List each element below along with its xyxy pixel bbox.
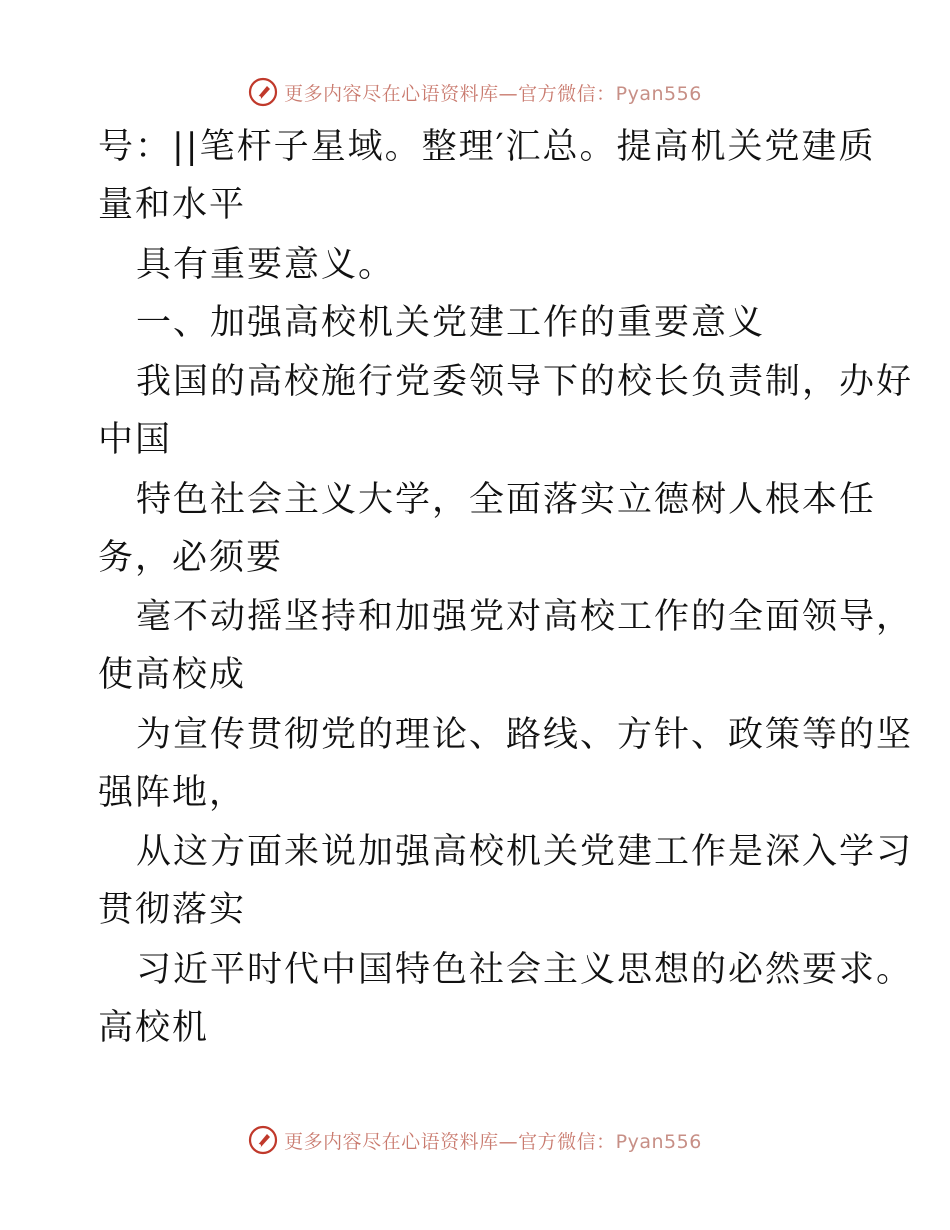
body-line: 从这方面来说加强高校机关党建工作是深入学习	[136, 832, 914, 872]
header-banner	[0, 72, 950, 112]
body-line: 务，必须要	[98, 538, 284, 578]
body-line: 毫不动摇坚持和加强党对高校工作的全面领导，	[136, 597, 914, 637]
body-line: 高校机	[98, 1008, 210, 1048]
footer-banner-text: 更多内容尽在心语资料库—官方微信：Pyan556	[284, 1130, 702, 1153]
pen-nib-logo-icon	[248, 1125, 278, 1155]
body-line: 强阵地，	[98, 773, 247, 813]
header-banner-text: 更多内容尽在心语资料库—官方微信：Pyan556	[284, 82, 702, 105]
body-line: 中国	[98, 420, 173, 460]
pen-nib-logo-icon	[248, 77, 278, 107]
header-wechat-id: Pyan556	[615, 82, 702, 105]
body-line: 号：||笔杆子星域。整理′汇总。提高机关党建质	[98, 127, 876, 167]
footer-banner	[0, 1120, 950, 1160]
body-line: 我国的高校施行党委领导下的校长负责制，办好	[136, 362, 914, 402]
body-line: 量和水平	[98, 185, 247, 225]
section-heading: 一、加强高校机关党建工作的重要意义	[136, 303, 766, 343]
body-line: 具有重要意义。	[136, 245, 396, 285]
body-line: 使高校成	[98, 655, 247, 695]
footer-wechat-id: Pyan556	[615, 1130, 702, 1153]
body-line: 为宣传贯彻党的理论、路线、方针、政策等的坚	[136, 715, 914, 755]
body-line: 贯彻落实	[98, 890, 247, 930]
body-line: 特色社会主义大学，全面落实立德树人根本任	[136, 480, 877, 520]
body-line: 习近平时代中国特色社会主义思想的必然要求。	[136, 950, 914, 990]
